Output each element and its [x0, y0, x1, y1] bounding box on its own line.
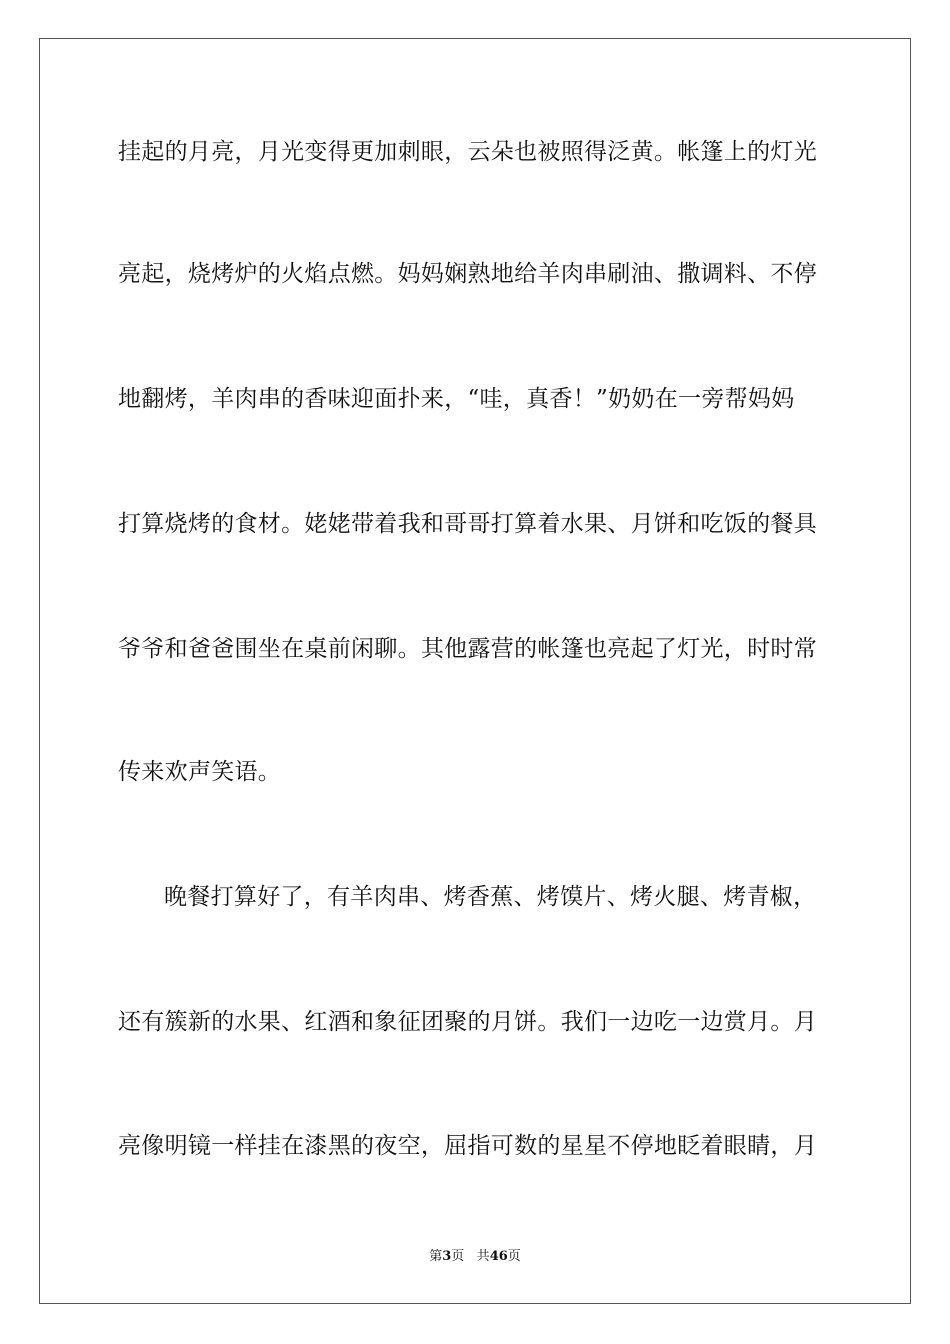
text-line: 传来欢声笑语。 — [118, 759, 282, 785]
page-number: 3 — [442, 1249, 452, 1264]
text-line: 亮起，烧烤炉的火焰点燃。妈妈娴熟地给羊肉串刷油、撒调料、不停 — [118, 261, 817, 287]
text-line: 打算烧烤的食材。姥姥带着我和哥哥打算着水果、月饼和吃饭的餐具 — [118, 511, 817, 537]
text-line: 地翻烤，羊肉串的香味迎面扑来，“哇，真香！”奶奶在一旁帮妈妈 — [118, 386, 795, 412]
page-prefix: 第 — [429, 1249, 443, 1264]
total-prefix: 共 — [476, 1249, 490, 1264]
paragraph-first-line: 晚餐打算好了，有羊肉串、烤香蕉、烤馍片、烤火腿、烤青椒， — [164, 884, 817, 910]
page-suffix: 页 — [451, 1249, 465, 1264]
text-line: 还有簇新的水果、红酒和象征团聚的月饼。我们一边吃一边赏月。月 — [118, 1009, 817, 1035]
text-line: 爷爷和爸爸围坐在桌前闲聊。其他露营的帐篷也亮起了灯光，时时常 — [118, 636, 817, 662]
text-line: 挂起的月亮，月光变得更加刺眼，云朵也被照得泛黄。帐篷上的灯光 — [118, 139, 817, 165]
text-line: 亮像明镜一样挂在漆黑的夜空，屈指可数的星星不停地眨着眼睛，月 — [118, 1133, 817, 1159]
total-pages: 46 — [489, 1249, 508, 1264]
total-suffix: 页 — [507, 1249, 521, 1264]
page-footer — [0, 1249, 950, 1265]
page-border — [39, 38, 911, 1304]
